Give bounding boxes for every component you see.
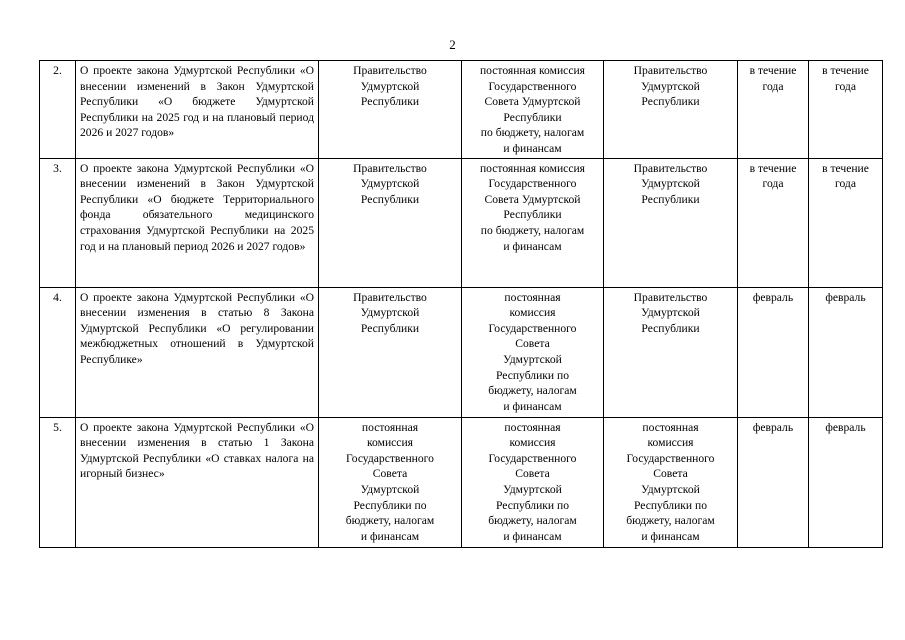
committee-cell: постоянная комиссия Государственного Совета Удмуртской Республики по бюджету, налогам и финансам bbox=[462, 287, 604, 417]
responsible-cell: Правительство Удмуртской Республики bbox=[604, 158, 738, 287]
committee-cell: постоянная комиссия Государственного Совета Удмуртской Республики по бюджету, налогам и финансам bbox=[462, 158, 604, 287]
row-number: 3. bbox=[40, 158, 76, 287]
row-number: 2. bbox=[40, 61, 76, 159]
review-term-cell: в течение года bbox=[809, 61, 883, 159]
row-number: 4. bbox=[40, 287, 76, 417]
submit-term-cell: февраль bbox=[738, 417, 809, 547]
submit-term-cell: февраль bbox=[738, 287, 809, 417]
submit-term-cell: в течение года bbox=[738, 61, 809, 159]
bill-title: О проекте закона Удмуртской Республики «О внесении изменений в Закон Удмуртской Республики «О бюджете Удмуртской Республики на 2025 год и на плановый период 2026 и 2027 годов» bbox=[76, 61, 319, 159]
legislative-plan-table bbox=[39, 60, 883, 548]
responsible-cell: Правительство Удмуртской Республики bbox=[604, 287, 738, 417]
initiator-cell: Правительство Удмуртской Республики bbox=[319, 287, 462, 417]
initiator-cell: Правительство Удмуртской Республики bbox=[319, 61, 462, 159]
bill-title: О проекте закона Удмуртской Республики «О внесении изменений в Закон Удмуртской Республики «О бюджете Территориального фонда обязательного медицинского страхования Удмуртской Республики на 2025 год и на плановый период 2026 и 2027 годов» bbox=[76, 158, 319, 287]
review-term-cell: февраль bbox=[809, 417, 883, 547]
table-row bbox=[40, 61, 883, 159]
responsible-cell: Правительство Удмуртской Республики bbox=[604, 61, 738, 159]
submit-term-cell: в течение года bbox=[738, 158, 809, 287]
row-number: 5. bbox=[40, 417, 76, 547]
responsible-cell: постоянная комиссия Государственного Совета Удмуртской Республики по бюджету, налогам и финансам bbox=[604, 417, 738, 547]
bill-title: О проекте закона Удмуртской Республики «О внесении изменения в статью 8 Закона Удмуртской Республики «О регулировании межбюджетных отношений в Удмуртской Республике» bbox=[76, 287, 319, 417]
committee-cell: постоянная комиссия Государственного Совета Удмуртской Республики по бюджету, налогам и финансам bbox=[462, 417, 604, 547]
review-term-cell: в течение года bbox=[809, 158, 883, 287]
table-row bbox=[40, 287, 883, 417]
committee-cell: постоянная комиссия Государственного Совета Удмуртской Республики по бюджету, налогам и финансам bbox=[462, 61, 604, 159]
initiator-cell: Правительство Удмуртской Республики bbox=[319, 158, 462, 287]
page-number: 2 bbox=[449, 37, 456, 52]
table-row bbox=[40, 417, 883, 547]
table-row bbox=[40, 158, 883, 287]
review-term-cell: февраль bbox=[809, 287, 883, 417]
bill-title: О проекте закона Удмуртской Республики «О внесении изменения в статью 1 Закона Удмуртской Республики «О ставках налога на игорный бизнес» bbox=[76, 417, 319, 547]
initiator-cell: постоянная комиссия Государственного Совета Удмуртской Республики по бюджету, налогам и финансам bbox=[319, 417, 462, 547]
